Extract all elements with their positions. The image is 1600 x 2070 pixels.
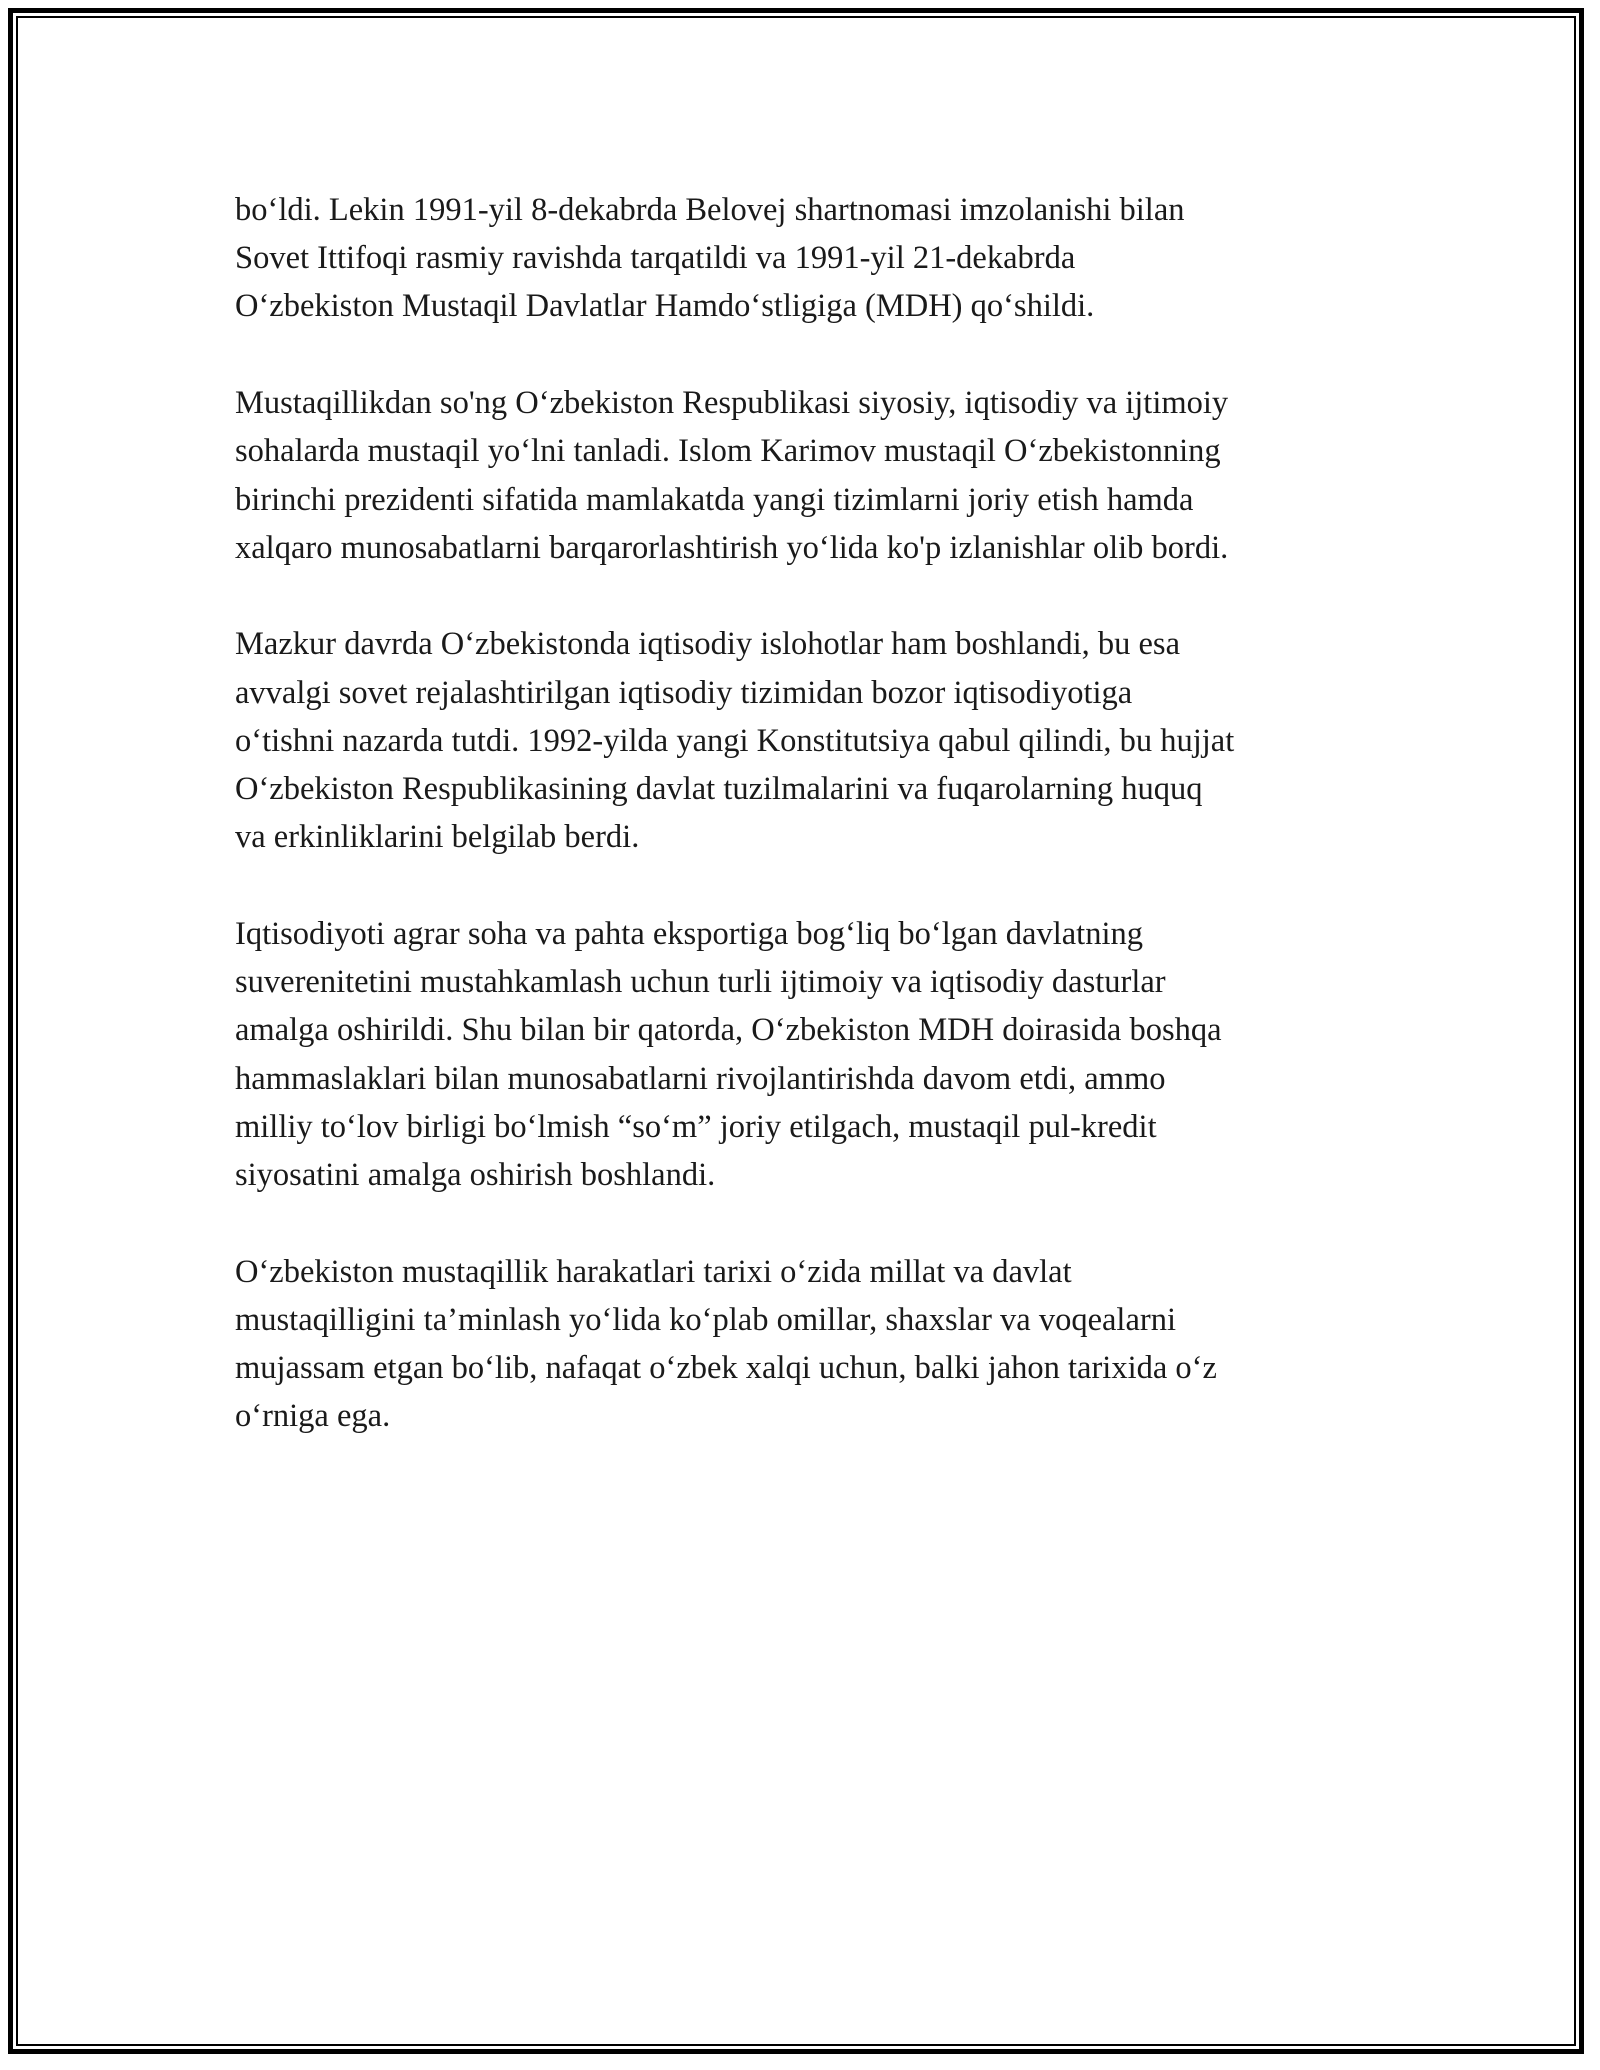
text-line: o‘tishni nazarda tutdi. 1992-yilda yangi Konstitutsiya qabul qilindi, bu hujjat: [235, 722, 1235, 759]
paragraph-5: [235, 1248, 1375, 1441]
paragraph-2: [235, 379, 1375, 572]
text-line: O‘zbekiston Respublikasining davlat tuzilmalarini va fuqarolarning huquq: [235, 771, 1203, 808]
paragraph-4: [235, 910, 1375, 1199]
text-line: o‘rniga ega.: [235, 1398, 391, 1435]
text-line: hammaslaklari bilan munosabatlarni rivojlantirishda davom etdi, ammo: [235, 1060, 1166, 1097]
text-line: O‘zbekiston mustaqillik harakatlari tarixi o‘zida millat va davlat: [235, 1253, 1072, 1290]
text-line: birinchi prezidenti sifatida mamlakatda yangi tizimlarni joriy etish hamda: [235, 481, 1194, 518]
text-line: mustaqilligini ta’minlash yo‘lida ko‘plab omillar, shaxslar va voqealarni: [235, 1301, 1176, 1338]
text-line: suverenitetini mustahkamlash uchun turli ijtimoiy va iqtisodiy dasturlar: [235, 964, 1166, 1001]
text-line: sohalarda mustaqil yo‘lni tanladi. Islom Karimov mustaqil O‘zbekistonning: [235, 433, 1221, 470]
text-line: bo‘ldi. Lekin 1991-yil 8-dekabrda Belovej shartnomasi imzolanishi bilan: [235, 192, 1185, 228]
paragraph-3: [235, 620, 1375, 861]
text-line: Mustaqillikdan so'ng O‘zbekiston Respublikasi siyosiy, iqtisodiy va ijtimoiy: [235, 385, 1229, 422]
text-line: avvalgi sovet rejalashtirilgan iqtisodiy tizimidan bozor iqtisodiyotiga: [235, 674, 1133, 711]
text-line: xalqaro munosabatlarni barqarorlashtirish yo‘lida ko'p izlanishlar olib bordi.: [235, 529, 1229, 566]
text-line: Sovet Ittifoqi rasmiy ravishda tarqatildi va 1991-yil 21-dekabrda: [235, 240, 1076, 277]
text-line: O‘zbekiston Mustaqil Davlatlar Hamdo‘stligiga (MDH) qo‘shildi.: [235, 288, 1095, 325]
document-body: [235, 186, 1375, 1489]
text-line: va erkinliklarini belgilab berdi.: [235, 819, 640, 856]
paragraph-1: [235, 186, 1375, 331]
text-line: amalga oshirildi. Shu bilan bir qatorda, O‘zbekiston MDH doirasida boshqa: [235, 1012, 1222, 1049]
text-line: siyosatini amalga oshirish boshlandi.: [235, 1156, 716, 1193]
text-line: milliy to‘lov birligi bo‘lmish “so‘m” joriy etilgach, mustaqil pul-kredit: [235, 1108, 1157, 1145]
text-line: mujassam etgan bo‘lib, nafaqat o‘zbek xalqi uchun, balki jahon tarixida o‘z: [235, 1350, 1217, 1387]
text-line: Iqtisodiyoti agrar soha va pahta eksportiga bog‘liq bo‘lgan davlatning: [235, 915, 1143, 952]
text-line: Mazkur davrda O‘zbekistonda iqtisodiy islohotlar ham boshlandi, bu esa: [235, 626, 1181, 663]
